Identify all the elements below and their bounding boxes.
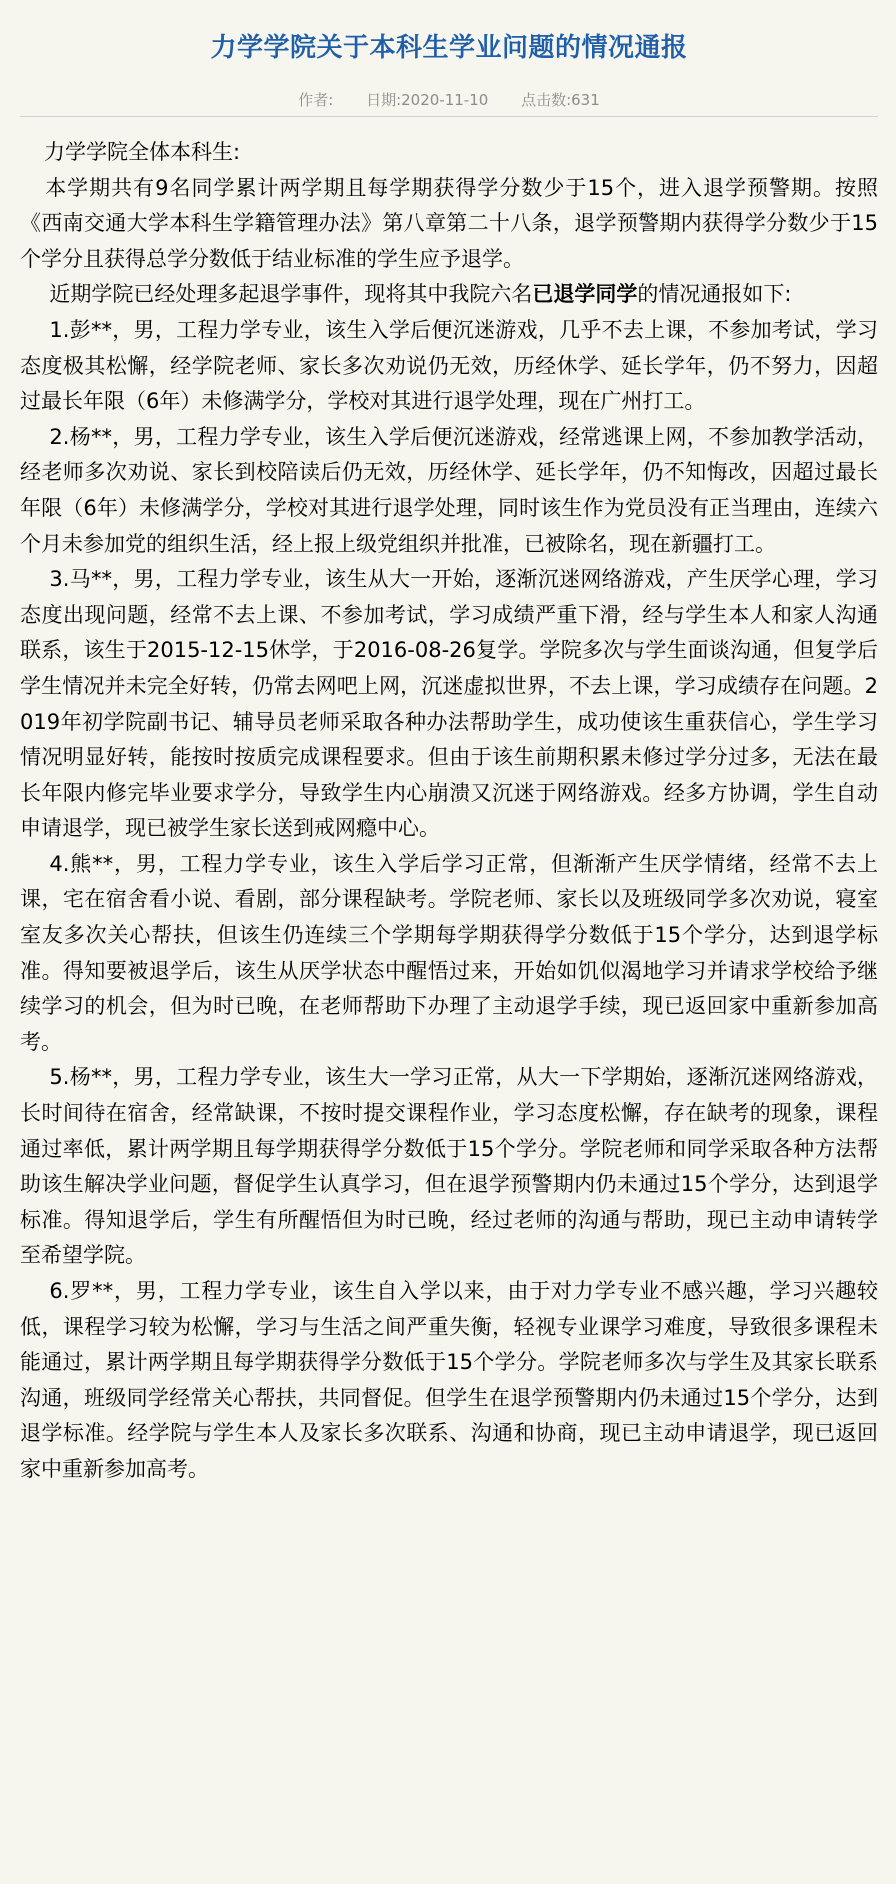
summary-text-before: 近期学院已经处理多起退学事件，现将其中我院六名 (49, 282, 533, 307)
list-item-2: 2.杨**，男，工程力学专业，该生入学后便沉迷游戏，经常逃课上网，不参加教学活动，经老师多次劝说、家长到校陪读后仍无效，历经休学、延长学年，仍不知悔改，因超过最长年限（6年）未修满学分，学校对其进行退学处理，同时该生作为党员没有正当理由，连续六个月未参加党的组织生活，经上报上级党组织并批准，已被除名，现在新疆打工。 (20, 424, 878, 556)
list-item-5: 5.杨**，男，工程力学专业，该生大一学习正常，从大一下学期始，逐渐沉迷网络游戏，长时间待在宿舍，经常缺课，不按时提交课程作业，学习态度松懈，存在缺考的现象，课程通过率低，累计两学期且每学期获得学分数低于15个学分。学院老师和同学采取各种方法帮助该生解决学业问题，督促学生认真学习，但在退学预警期内仍未通过15个学分，达到退学标准。得知退学后，学生有所醒悟但为时已晚，经过老师的沟通与帮助，现已主动申请转学至希望学院。 (20, 1065, 878, 1268)
list-item-1: 1.彭**，男，工程力学专业，该生入学后便沉迷游戏，几乎不去上课，不参加考试，学习态度极其松懈，经学院老师、家长多次劝说仍无效，历经休学、延长学年，仍不努力，因超过最长年限（6年）未修满学分，学校对其进行退学处理，现在广州打工。 (20, 317, 878, 414)
meta-clicks: 点击数:631 (521, 91, 600, 109)
paragraph-summary (20, 277, 878, 313)
summary-text-bold: 已退学同学 (532, 282, 638, 307)
paragraph-intro: 本学期共有9名同学累计两学期且每学期获得学分数少于15个，进入退学预警期。按照《西南交通大学本科生学籍管理办法》第八章第二十八条，退学预警期内获得学分数少于15个学分且获得总学分数低于结业标准的学生应予退学。 (20, 175, 878, 271)
list-item-3: 3.马**，男，工程力学专业，该生从大一开始，逐渐沉迷网络游戏，产生厌学心理，学习态度出现问题，经常不去上课、不参加考试，学习成绩严重下滑，经与学生本人和家人沟通联系，该生于2015-12-15休学，于2016-08-26复学。学院多次与学生面谈沟通，但复学后学生情况并未完全好转，仍常去网吧上网，沉迷虚拟世界，不去上课，学习成绩存在问题。2019年初学院副书记、辅导员老师采取各种办法帮助学生，成功使该生重获信心，学生学习情况明显好转，能按时按质完成课程要求。但由于该生前期积累未修过学分过多，无法在最长年限内修完毕业要求学分，导致学生内心崩溃又沉迷于网络游戏。经多方协调，学生自动申请退学，现已被学生家长送到戒网瘾中心。 (20, 567, 878, 841)
list-item-4: 4.熊**，男，工程力学专业，该生入学后学习正常，但渐渐产生厌学情绪，经常不去上课，宅在宿舍看小说、看剧，部分课程缺考。学院老师、家长以及班级同学多次劝说，寝室室友多次关心帮扶，但该生仍连续三个学期每学期获得学分数低于15个学分，达到退学标准。得知要被退学后，该生从厌学状态中醒悟过来，开始如饥似渴地学习并请求学校给予继续学习的机会，但为时已晚，在老师帮助下办理了主动退学手续，现已返回家中重新参加高考。 (20, 851, 878, 1054)
article-meta (20, 84, 878, 117)
meta-author: 作者: (298, 91, 334, 109)
meta-date: 日期:2020-11-10 (366, 91, 489, 109)
salutation: 力学学院全体本科生: (44, 140, 241, 164)
article-body (20, 135, 878, 1488)
list-item-6: 6.罗**，男，工程力学专业，该生自入学以来，由于对力学专业不感兴趣，学习兴趣较低，课程学习较为松懈，学习与生活之间严重失衡，轻视专业课学习难度，导致很多课程未能通过，累计两学期且每学期获得学分数低于15个学分。学院老师多次与学生及其家长联系沟通，班级同学经常关心帮扶，共同督促。但学生在退学预警期内仍未通过15个学分，达到退学标准。经学院与学生本人及家长多次联系、沟通和协商，现已主动申请退学，现已返回家中重新参加高考。 (20, 1279, 878, 1481)
summary-text-after: 的情况通报如下: (637, 282, 792, 307)
article-title: 力学学院关于本科生学业问题的情况通报 (210, 33, 688, 63)
